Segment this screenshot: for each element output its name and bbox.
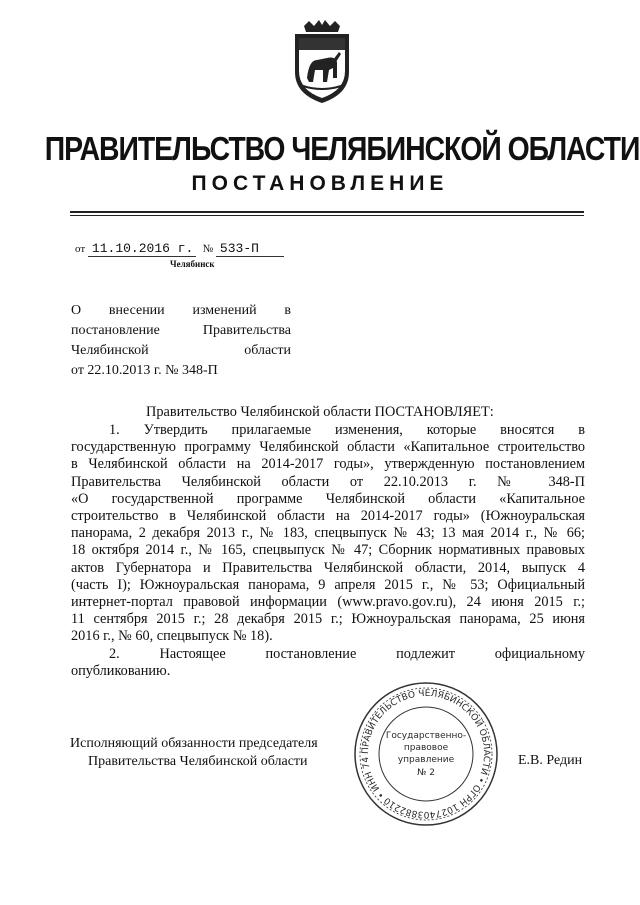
subject-line: от 22.10.2013 г. № 348-П [71, 363, 218, 378]
signatory-position-line: Исполняющий обязанности председателя [70, 736, 318, 751]
body-line: 2016 г., № 60, спецвыпуск № 18). [71, 628, 273, 645]
body-line: (часть I); Южноуральская панорама, 9 апреля 2015 г., № 53; Официальный [71, 576, 585, 593]
city-label: Челябинск [170, 259, 215, 269]
official-stamp-icon [352, 680, 500, 828]
body-line: интернет-портал правовой информации (www.pravo.gov.ru), 24 июня 2015 г.; [71, 594, 585, 611]
body-line: актов Губернатора и Правительства Челябинской области, 2014, выпуск 4 [71, 559, 585, 576]
body-line: «О государственной программе Челябинской области «Капитальное [71, 490, 585, 507]
signatory-position [70, 735, 318, 771]
stamp-center-text: управление [397, 755, 455, 765]
government-title: ПРАВИТЕЛЬСТВО ЧЕЛЯБИНСКОЙ ОБЛАСТИ [44, 130, 640, 167]
body-line: государственную программу Челябинской области «Капитальное строительство [71, 439, 585, 456]
date-number-row [75, 241, 284, 257]
preamble: Правительство Челябинской области ПОСТАНОВЛЯЕТ: [146, 404, 494, 420]
number-label: № [202, 243, 214, 255]
body-line: панорама, 2 декабря 2013 г., № 183, спецвыпуск № 43; 13 мая 2014 г., № 66; [71, 525, 585, 542]
body-line: Правительства Челябинской области от 22.10.2013 г. № 348-П [71, 473, 585, 490]
stamp-center-text: № 2 [417, 768, 435, 778]
body-line: 18 октября 2014 г., № 165, спецвыпуск № 47; Сборник нормативных правовых [71, 542, 585, 559]
body-line: 1. Утвердить прилагаемые изменения, которые вносятся в [109, 422, 585, 438]
signatory-position-line: Правительства Челябинской области [88, 754, 308, 769]
subject-line: постановление Правительства [71, 323, 291, 338]
document-date: 11.10.2016 г. [88, 241, 196, 257]
header-divider [70, 211, 584, 213]
signatory-name: Е.В. Редин [518, 753, 583, 768]
document-type: ПОСТАНОВЛЕНИЕ [191, 172, 449, 195]
stamp-center-text: правовое [403, 743, 449, 753]
document-subject [71, 301, 291, 381]
document-number: 533-П [216, 241, 284, 257]
body-line: опубликованию. [71, 662, 171, 679]
coat-of-arms-icon [289, 20, 355, 104]
body-text [71, 422, 585, 680]
body-line: 11 сентября 2015 г.; 28 декабря 2015 г.; Южноуральская панорама, 25 июня [71, 611, 585, 628]
from-label: от [75, 243, 86, 255]
stamp-ring-text: ПРАВИТЕЛЬСТВО ЧЕЛЯБИНСКОЙ ОБЛАСТИ • ОГРН 1027403882210 • ИНН 74 [360, 688, 492, 820]
body-line: 2. Настоящее постановление подлежит официальному [109, 645, 585, 662]
stamp-center-text: Государственно- [385, 731, 467, 741]
body-line: строительство в Челябинской области на 2014-2017 годы» (Южноуральская [71, 508, 585, 525]
header-divider-thin [70, 215, 584, 216]
body-line: в Челябинской области на 2014-2017 годы», утвержденную постановлением [71, 456, 585, 473]
subject-line: Челябинской области [71, 343, 291, 358]
subject-line: О внесении изменений в [71, 303, 291, 318]
